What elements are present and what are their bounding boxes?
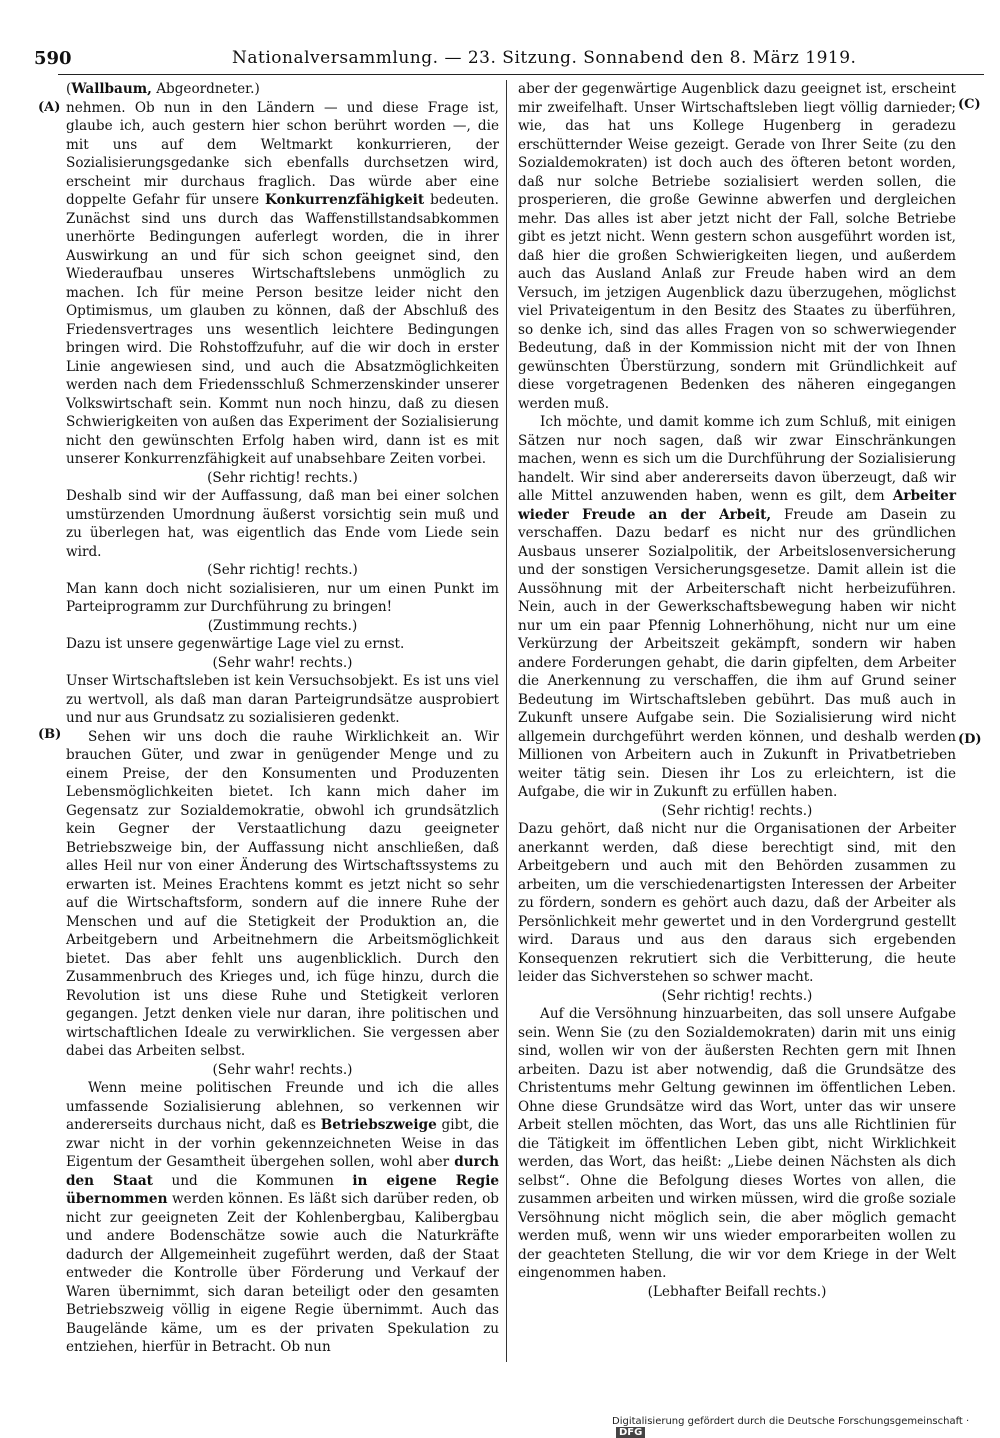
interjection: (Lebhafter Beifall rechts.): [647, 1283, 827, 1300]
paragraph: aber der gegenwärtige Augenblick dazu geeignet ist, erscheint mir zweifelhaft. Unser Wirtschaftsleben liegt völlig darnieder; wie, das hat uns Kollege Hugenberg in geradezu erschütternder Weise gezeigt. Gerade von Ihrer Seite (zu den Sozialdemokraten) ist doch auch des öfteren betont worden, daß nur solche Betriebe sozialisiert werden sollen, die prosperieren, die große Gewinne abwerfen und dergleichen mehr. Das alles ist aber jetzt nicht der Fall, solche Betriebe gibt es jetzt nicht. Wenn gestern schon ausgeführt worden ist, daß hier die großen Schwierigkeiten liegen, und außerdem auch das Ausland Anlaß zur Freude haben wird an dem Versuch, im jetzigen Augenblick dazu überzugehen, möglichst viel Privateigentum in den Besitz des Staates zu überführen, so denke ich, sind das alles Fragen von so schwerwiegender Bedeutung, daß in der Kommission nicht mit der von Ihnen gewünschten Überstürzung, sondern mit Gründlichkeit auf diese vorgetragenen Bedenken des näheren eingegangen werden muß.: [518, 81, 956, 412]
paragraph: [66, 99, 499, 469]
page-number: 590: [34, 48, 72, 69]
speaker-line: (Wallbaum, Abgeordneter.): [66, 81, 260, 97]
text-run: Ich möchte, und damit komme ich zum Schluß, mit einigen Sätzen nur noch sagen, daß wir zwar Einschränkungen machen, wenn es sich um die Durchführung der Sozialisierung handelt. Wir sind aber andererseits davon überzeugt, daß wir alle Mittel anzuwenden haben, wenn es gilt, dem: [518, 414, 956, 504]
text-run: Wenn meine politischen Freunde und ich die alles umfassende Sozialisierung ablehnen, so verkennen wir andererseits durchaus nicht, daß es: [66, 1080, 499, 1133]
interjection: (Sehr richtig! rechts.): [661, 987, 813, 1004]
column-divider: [506, 80, 507, 1362]
margin-mark-d: (D): [958, 732, 982, 747]
paragraph: [66, 1079, 499, 1357]
left-column: [66, 80, 499, 1357]
dfg-logo: DFG: [616, 1427, 645, 1438]
paragraph: [518, 413, 956, 802]
interjection: (Sehr richtig! rechts.): [207, 469, 358, 486]
paragraph: Dazu gehört, daß nicht nur die Organisationen der Arbeiter anerkannt werden, daß diese berechtigt sind, mit den Arbeitgebern und auch mit den Behörden zusammen zu arbeiten, um die verschiedenartigsten Interessen der Arbeiter zu fördern, sondern es gehört auch dazu, daß der Arbeiter als Persönlichkeit mehr gewertet und in den Vordergrund gestellt wird. Daraus und aus den daraus sich ergebenden Konsequenzen rekrutiert sich die Verbitterung, die heute leider das Sichverstehen so schwer macht.: [518, 821, 956, 985]
interjection: (Sehr richtig! rechts.): [661, 802, 813, 819]
paragraph: Deshalb sind wir der Auffassung, daß man bei einer solchen umstürzenden Umordnung äußerst vorsichtig sein muß und zu überlegen hat, was eigentlich das Ende vom Liede sein wird.: [66, 488, 499, 560]
bold-text: durch den Staat: [66, 1154, 499, 1189]
footer-credit: [612, 1416, 1000, 1438]
right-column: [518, 80, 956, 1301]
margin-mark-a: (A): [38, 100, 61, 115]
footer-text: Digitalisierung gefördert durch die Deutsche Forschungsgemeinschaft ·: [612, 1416, 970, 1427]
speaker-name: Wallbaum,: [71, 81, 152, 97]
bold-text: Betriebszweige: [320, 1117, 437, 1133]
text-run: und die Kommunen: [152, 1172, 353, 1189]
bold-text: Konkurrenzfähigkeit: [265, 192, 425, 208]
interjection: (Sehr wahr! rechts.): [212, 654, 353, 671]
paragraph: Dazu ist unsere gegenwärtige Lage viel zu ernst.: [66, 636, 405, 652]
paragraph: Sehen wir uns doch die rauhe Wirklichkeit an. Wir brauchen Güter, und zwar in genügender Menge und zu einem Preise, der den Konsumenten und Produzenten Lebensmöglichkeiten bietet. Ich kann mich daher im Gegensatz zur Sozialdemokratie, obwohl ich grundsätzlich kein Gegner der Verstaatlichung dazu geeigneter Betriebszweige bin, der Auffassung nicht anschließen, daß alles Heil nur von einer Änderung des Wirtschaftssystems zu erwarten ist. Meines Erachtens kommt es jetzt nicht so sehr auf die Wirtschaftsform, sondern auf die innere Ruhe der Menschen und auf die Stetigkeit der Produktion an, die Arbeitgebern und Arbeitnehmern die Arbeitsmöglichkeit bietet. Das aber fehlt uns augenblicklich. Durch den Zusammenbruch des Krieges und, ich füge hinzu, durch die Revolution ist uns diese Ruhe und Stetigkeit verloren gegangen. Jetzt denken viele nur daran, ihre politischen und wirtschaftlichen Ideale zu verwirklichen. Sie vergessen aber dabei das Arbeiten selbst.: [66, 728, 499, 1059]
text-run: Freude am Dasein zu verschaffen. Dazu bedarf es nicht nur des gründlichen Ausbaus unserer Sozialpolitik, der Arbeitslosenversicherung und der sonstigen Versicherungsgesetze. Damit allein ist die Aussöhnung mit der Arbeiterschaft nicht herbeizuführen. Nein, auch in der Gewerkschaftsbewegung haben wir nicht nur um ein paar Pfennig Lohnerhöhung, nicht nur um eine Verkürzung der Arbeitszeit gekämpft, sondern wir haben andere Forderungen gehabt, die darin gipfelten, dem Arbeiter die Anerkennung zu verschaffen, die ihm auf Grund seiner Bedeutung im Wirtschaftsleben gebührt. Das muß auch in Zukunft unsere Aufgabe sein. Die Sozialisierung wird nicht allgemein durchgeführt werden können, und deshalb werden Millionen von Arbeitern auch in Zukunft in Privatbetrieben weiter tätig sein. Diesen ihr Los zu erleichtern, ist die Aufgabe, die wir in Zukunft zu erfüllen haben.: [518, 506, 956, 800]
text-run: nehmen. Ob nun in den Ländern — und diese Frage ist, glaube ich, auch gestern hier schon berührt worden —, die mit uns auf dem Weltmarkt konkurrieren, der Sozialisierungsgedanke sich ebenfalls durchsetzen wird, erscheint mir durchaus fraglich. Das würde aber eine doppelte Gefahr für unsere: [66, 99, 499, 208]
paragraph: Auf die Versöhnung hinzuarbeiten, das soll unsere Aufgabe sein. Wenn Sie (zu den Sozialdemokraten) darin mit uns einig sind, wollen wir von der äußersten Rechten gern mit Ihnen arbeiten. Dazu ist aber notwendig, daß die Grundsätze des Christentums mehr Geltung gewinnen im öffentlichen Leben. Ohne diese Grundsätze wird das Wort, unter das wir unsere Arbeit stellen möchten, das Wort, das uns alle Richtlinien für die Tätigkeit im öffentlichen Leben gibt, nicht Wirklichkeit werden, das Wort, das heißt: „Liebe deinen Nächsten als dich selbst“. Ohne die Befolgung dieses Wortes von allen, die zusammen arbeiten und wirken müssen, wird die große soziale Versöhnung nicht möglich sein, die aber möglich gemacht werden muß, wenn wir uns wieder emporarbeiten wollen zu der geachteten Stellung, die wir vor dem Kriege in der Welt eingenommen haben.: [518, 1006, 956, 1281]
margin-mark-b: (B): [38, 727, 62, 742]
bold-text: Arbeiter wieder Freude an der Arbeit,: [518, 488, 956, 523]
interjection: (Zustimmung rechts.): [207, 617, 358, 634]
text-run: bedeuten. Zunächst sind uns durch das Waffenstillstandsabkommen unerhörte Bedingungen auferlegt worden, die in ihrer Auswirkung an und für sich schon geeignet sind, den Wiederaufbau unseres Wirtschaftslebens unmöglich zu machen. Ich für meine Person besitze leider nicht den Optimismus, um glauben zu können, daß der Abschluß des Friedensvertrages uns wesentlich leichtere Bedingungen bringen wird. Die Rohstoffzufuhr, auf die wir doch in erster Linie angewiesen sind, und auch die Absatzmöglichkeiten werden nach dem Friedensschluß Schmerzenskinder unserer Volkswirtschaft sein. Kommt nun noch hinzu, daß zu diesen Schwierigkeiten von außen das Experiment der Sozialisierung nicht den gewünschten Erfolg haben wird, dann ist es mit unserer Konkurrenzfähigkeit auf unabsehbare Zeiten vorbei.: [66, 192, 500, 467]
interjection: (Sehr richtig! rechts.): [207, 562, 358, 578]
paragraph: Unser Wirtschaftsleben ist kein Versuchsobjekt. Es ist uns viel zu wertvoll, als daß man daran Parteigrundsätze ausprobiert und nur aus Grundsatz zu sozialisieren gedenkt.: [66, 673, 499, 726]
header-rule: [58, 74, 984, 75]
text-run: werden können. Es läßt sich darüber reden, ob nicht zur geeigneten Zeit der Kohlenbergbau, Kalibergbau und andere Bodenschätze sowie auch die Naturkräfte dadurch der Allgemeinheit zugeführt werden, daß der Staat entweder die Kontrolle über Förderung und Verkauf der Waren übernimmt, sich daran beteiligt oder den gesamten Betriebszweig völlig in eigene Regie übernimmt. Auch das Baugelände käme, um es der privaten Spekulation zu entziehen, hierfür in Betracht. Ob nun: [66, 1191, 499, 1355]
running-title: Nationalversammlung. — 23. Sitzung. Sonnabend den 8. März 1919.: [232, 48, 857, 68]
paragraph: Man kann doch nicht sozialisieren, nur um einen Punkt im Parteiprogramm zur Durchführung zu bringen!: [66, 580, 499, 615]
interjection: (Sehr wahr! rechts.): [212, 1061, 353, 1078]
bold-text: in eigene Regie übernommen: [66, 1172, 500, 1207]
margin-mark-c: (C): [958, 97, 981, 112]
page-header: [0, 48, 1000, 72]
text-run: gibt, die zwar nicht in der vorhin gekennzeichneten Weise in das Eigentum der Gesamtheit übergehen sollen, wohl aber: [66, 1117, 499, 1170]
speaker-role: Abgeordneter.: [156, 81, 255, 97]
